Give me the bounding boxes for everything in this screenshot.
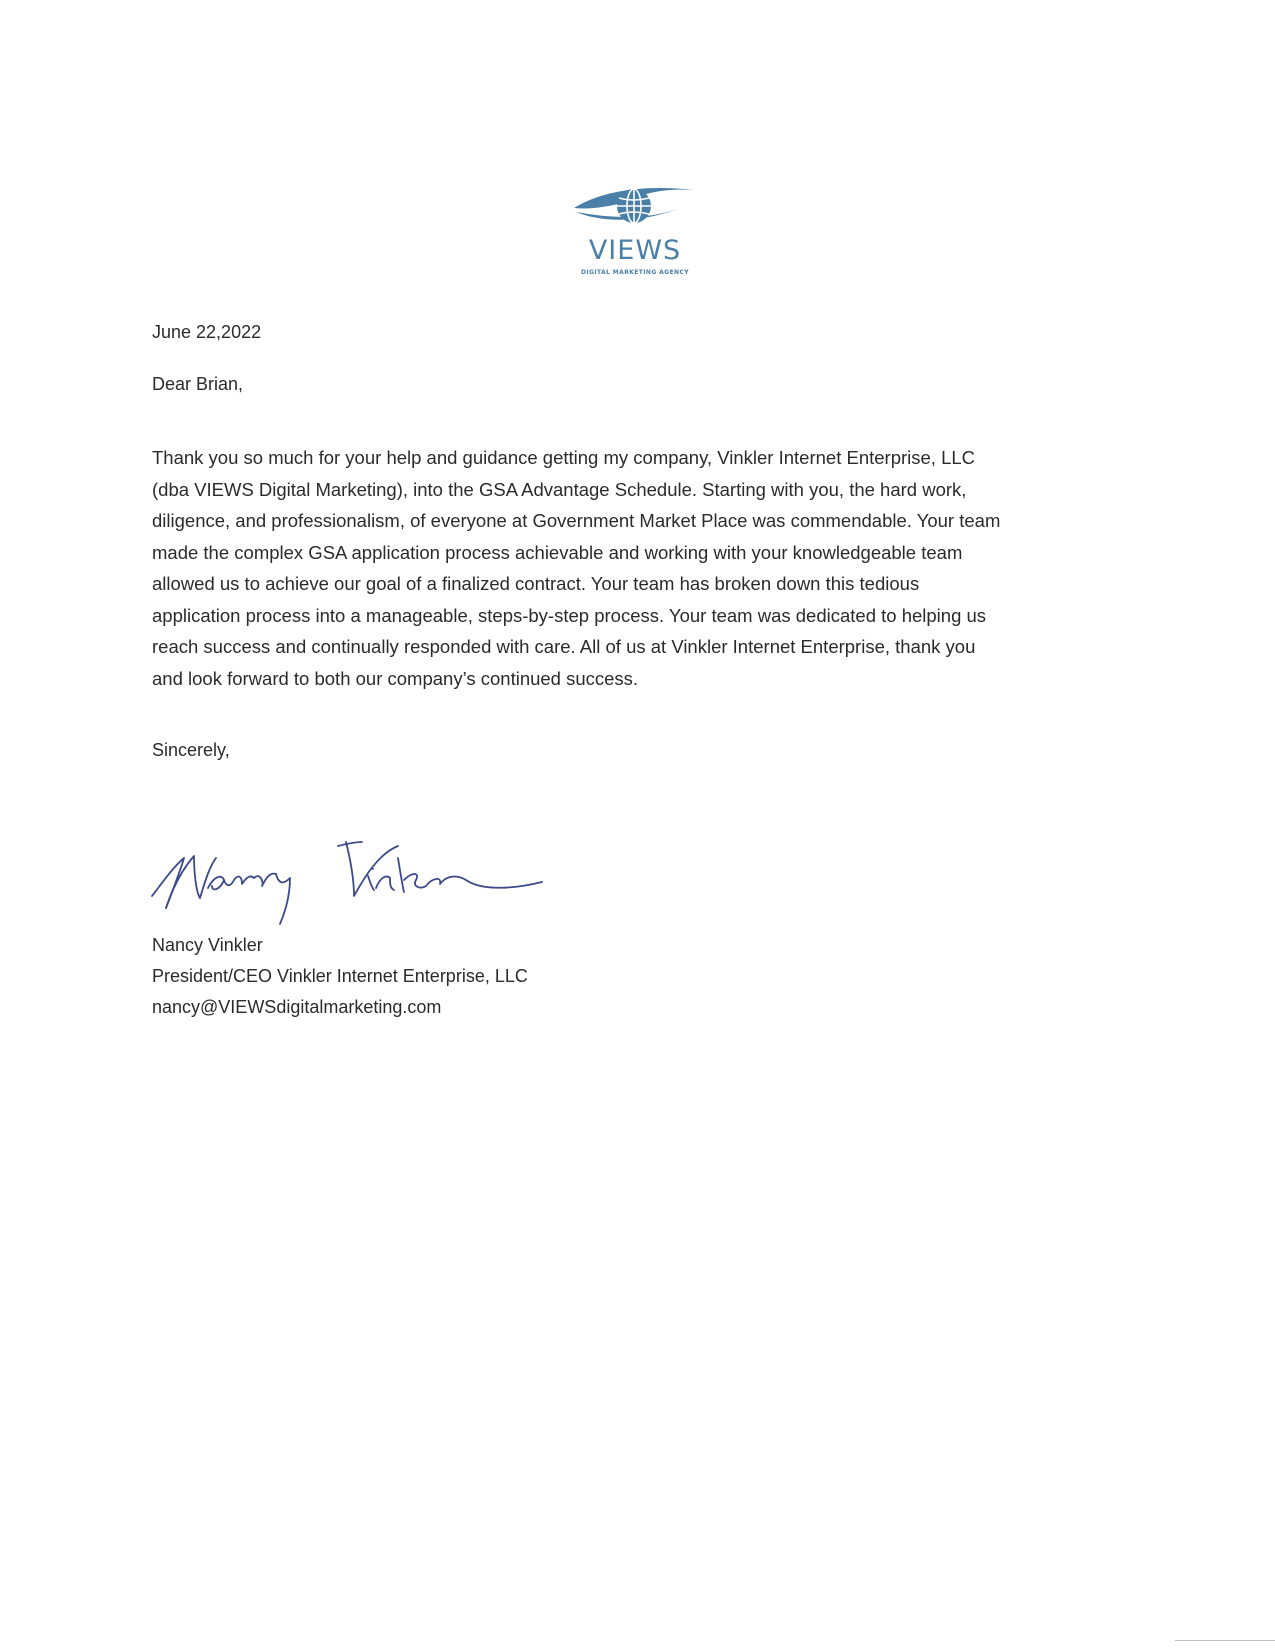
- body-line: made the complex GSA application process achievable and working with your knowledgeable team: [152, 541, 963, 563]
- globe-eye-icon: [570, 178, 700, 234]
- body-line: Thank you so much for your help and guidance getting my company, Vinkler Internet Enterprise, LLC: [152, 447, 976, 468]
- body-line: and look forward to both our company’s continued success.: [152, 667, 639, 689]
- signer-name: Nancy Vinkler: [152, 935, 263, 955]
- body-line: allowed us to achieve our goal of a finalized contract. Your team has broken down this tedious: [152, 573, 920, 594]
- letter-body: [152, 442, 1127, 694]
- body-line: diligence, and professionalism, of everyone at Government Market Place was commendable. Your team: [152, 510, 1001, 531]
- letterhead-logo: [560, 178, 710, 276]
- body-line: reach success and continually responded with care. All of us at Vinkler Internet Enterprise, thank you: [152, 636, 976, 657]
- body-line: application process into a manageable, steps-by-step process. Your team was dedicated to helping us: [152, 604, 987, 626]
- body-line: (dba VIEWS Digital Marketing), into the GSA Advantage Schedule. Starting with you, the hard work,: [152, 478, 967, 500]
- letter-date: June 22,2022: [152, 322, 262, 342]
- signer-title: President/CEO Vinkler Internet Enterprise, LLC: [152, 966, 528, 986]
- handwritten-signature: [150, 838, 570, 938]
- signer-email: nancy@VIEWSdigitalmarketing.com: [152, 997, 442, 1017]
- letter-closing: Sincerely,: [152, 740, 230, 760]
- letter-salutation: Dear Brian,: [152, 374, 244, 394]
- signature-block: [152, 930, 528, 1023]
- brand-tagline: DIGITAL MARKETING AGENCY: [581, 269, 689, 276]
- brand-name: VIEWS: [588, 235, 682, 266]
- scan-edge-line: [1175, 1640, 1275, 1641]
